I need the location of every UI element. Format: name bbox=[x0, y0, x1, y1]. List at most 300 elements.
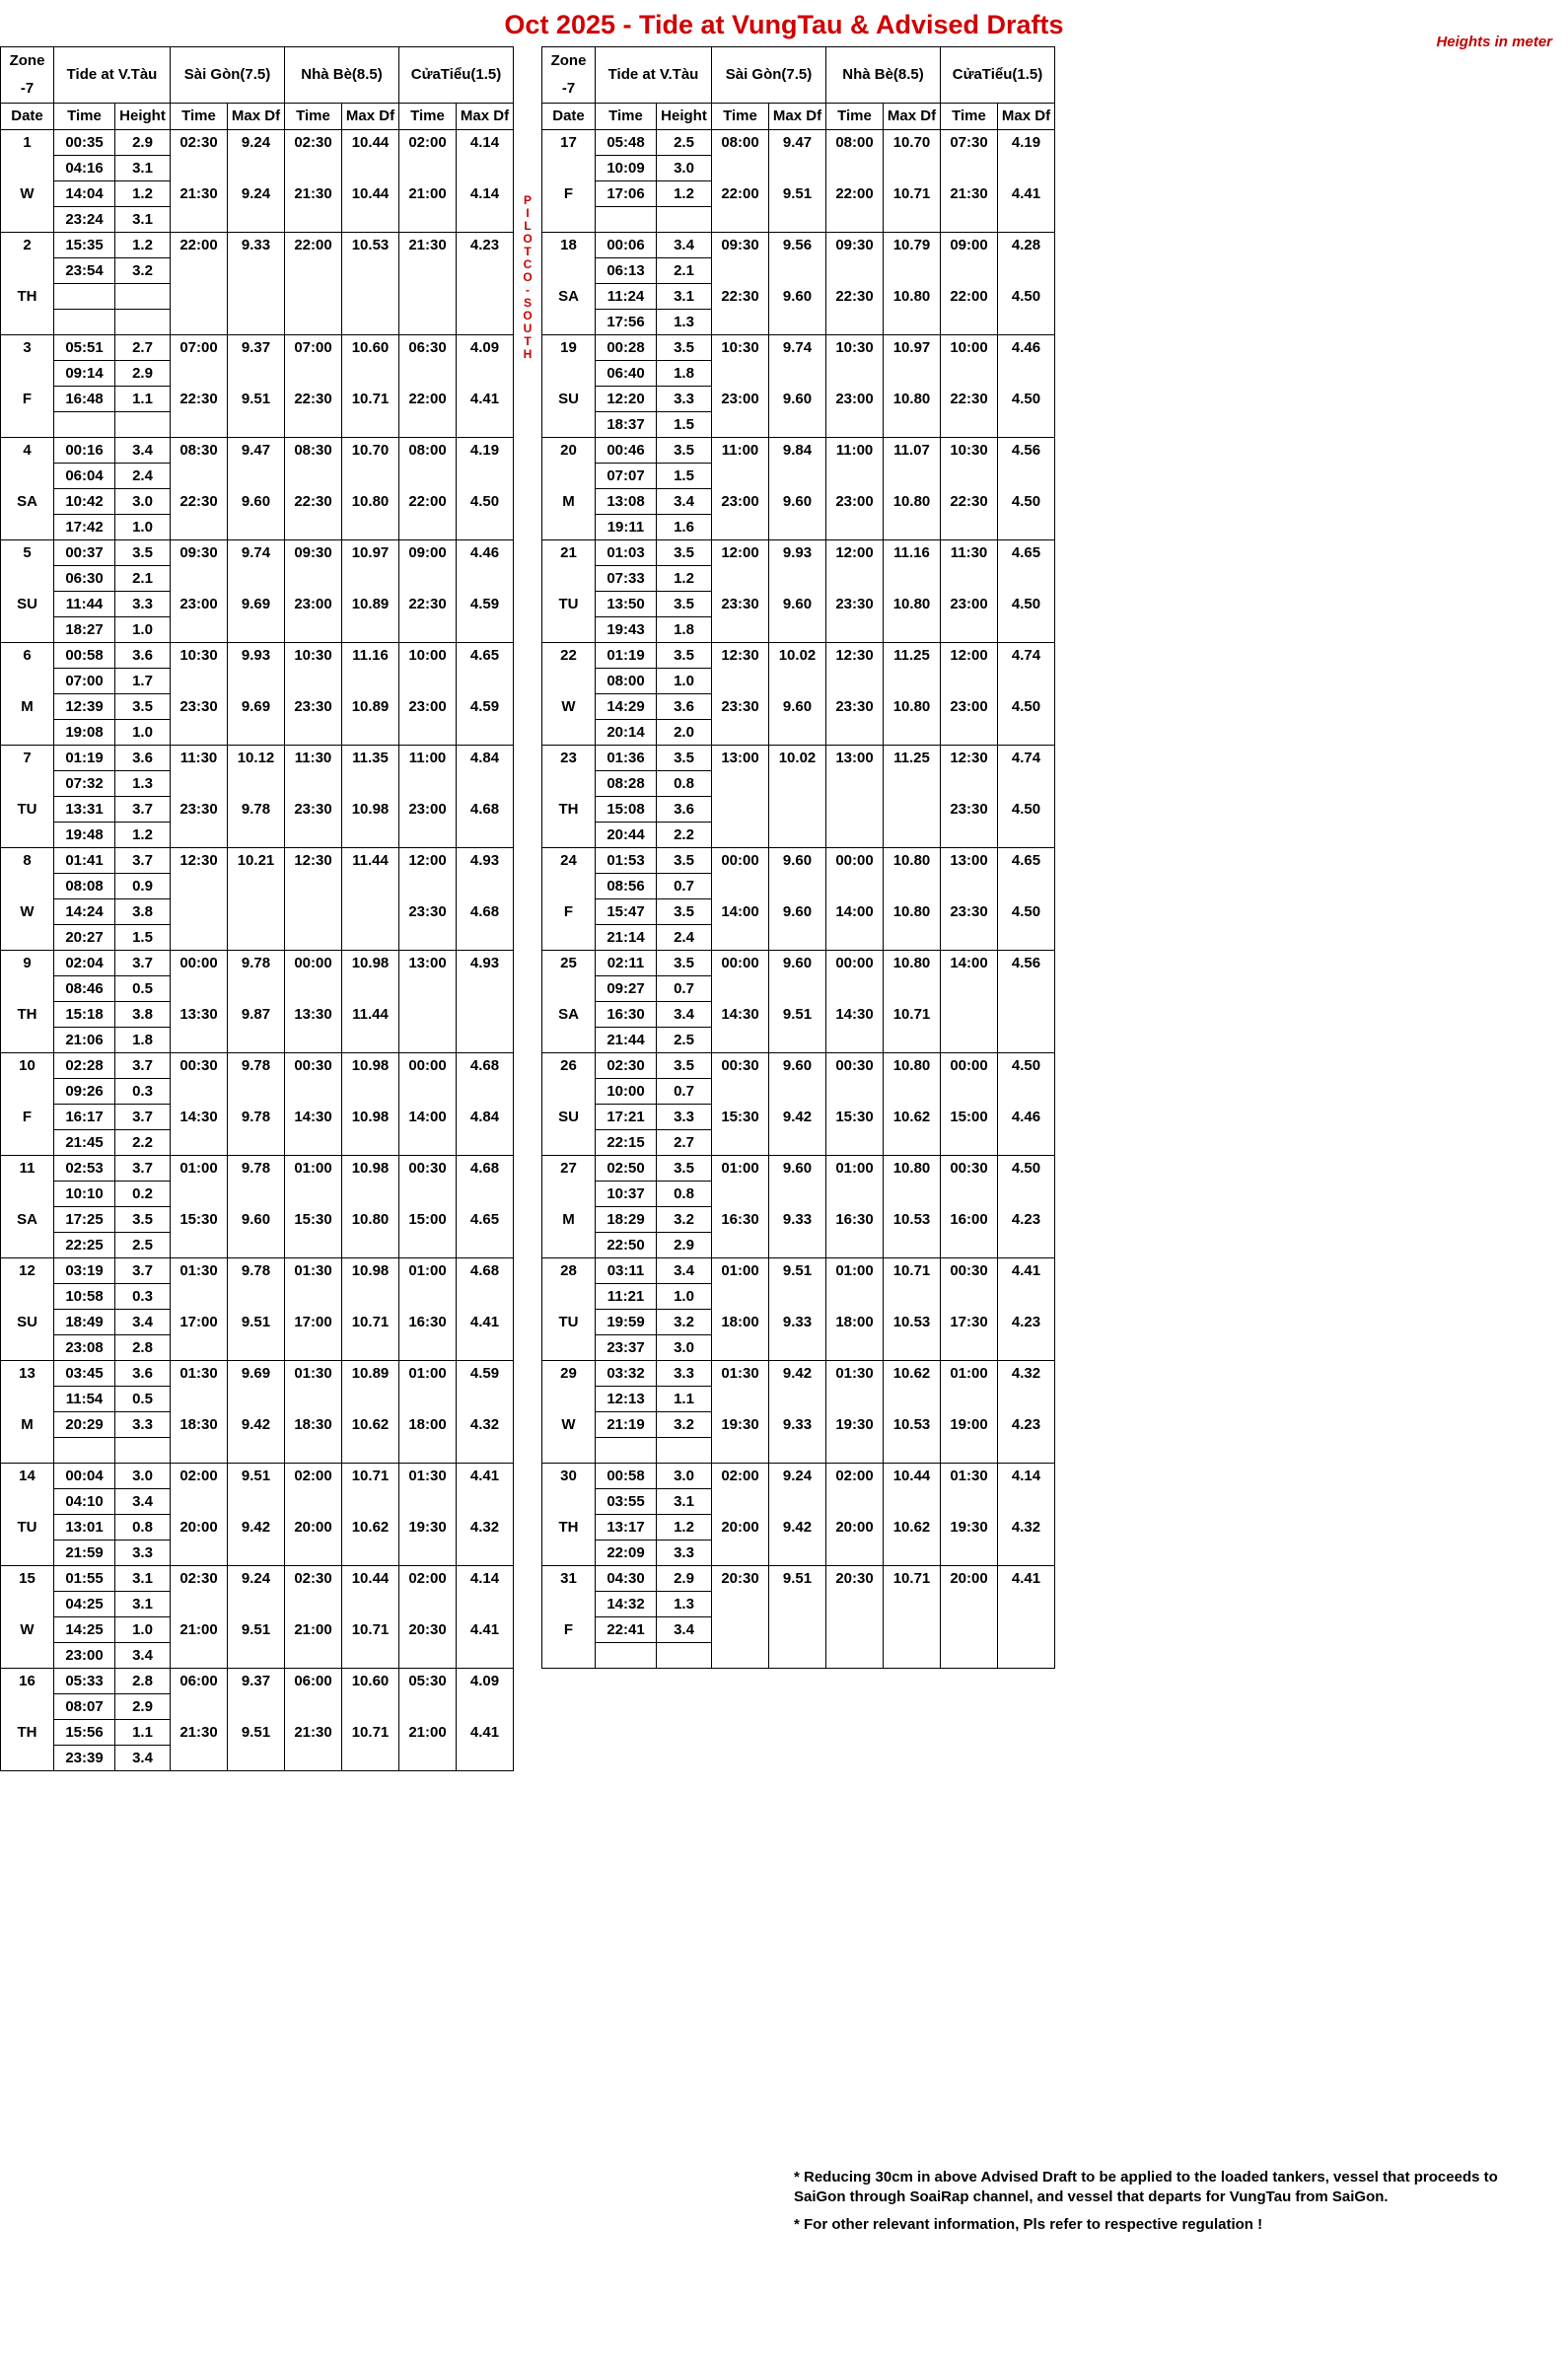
tide-time: 19:48 bbox=[54, 823, 115, 848]
table-row bbox=[542, 1438, 1055, 1464]
cuatieu-time: 00:00 bbox=[941, 1053, 998, 1079]
nhabe-maxdf bbox=[342, 1592, 399, 1617]
nhabe-time bbox=[285, 1284, 342, 1310]
date-cell-empty bbox=[1, 566, 54, 592]
cuatieu-time bbox=[399, 258, 457, 284]
saigon-time bbox=[171, 899, 228, 925]
footnote-2: * For other relevant information, Pls refer to respective regulation ! bbox=[794, 2216, 1263, 2233]
nhabe-maxdf bbox=[884, 1130, 941, 1156]
cuatieu-maxdf: 4.32 bbox=[457, 1412, 514, 1438]
cuatieu-maxdf: 4.23 bbox=[998, 1310, 1055, 1335]
tide-time: 19:11 bbox=[596, 515, 657, 540]
table-row bbox=[542, 797, 1055, 823]
saigon-maxdf: 9.69 bbox=[228, 694, 285, 720]
cuatieu-maxdf bbox=[457, 310, 514, 335]
tide-height: 3.0 bbox=[657, 1464, 712, 1489]
saigon-maxdf: 9.42 bbox=[769, 1361, 826, 1387]
cuatieu-maxdf bbox=[998, 156, 1055, 181]
tide-height: 3.0 bbox=[115, 489, 171, 515]
date-cell-empty bbox=[1, 1182, 54, 1207]
saigon-maxdf bbox=[769, 720, 826, 746]
cuatieu-maxdf: 4.50 bbox=[998, 1053, 1055, 1079]
table-row bbox=[1, 1258, 514, 1284]
tide-time: 20:29 bbox=[54, 1412, 115, 1438]
nhabe-time bbox=[285, 823, 342, 848]
cuatieu-time bbox=[941, 1233, 998, 1258]
saigon-time bbox=[712, 925, 769, 951]
cuatieu-maxdf: 4.56 bbox=[998, 438, 1055, 464]
day-number: 12 bbox=[1, 1258, 54, 1284]
cuatieu-time bbox=[941, 1182, 998, 1207]
cuatieu-maxdf: 4.41 bbox=[998, 1258, 1055, 1284]
saigon-maxdf bbox=[769, 1079, 826, 1105]
nhabe-time: 12:30 bbox=[285, 848, 342, 874]
tide-table-left bbox=[0, 46, 514, 1771]
date-cell-empty bbox=[1, 464, 54, 489]
saigon-time: 23:00 bbox=[171, 592, 228, 617]
cuatieu-time bbox=[941, 1335, 998, 1361]
nhabe-maxdf: 10.53 bbox=[884, 1412, 941, 1438]
saigon-time bbox=[712, 156, 769, 181]
cuatieu-time bbox=[941, 361, 998, 387]
saigon-time: 19:30 bbox=[712, 1412, 769, 1438]
station-header-1: Sài Gòn(7.5) bbox=[171, 47, 285, 104]
cuatieu-maxdf bbox=[998, 1387, 1055, 1412]
cuatieu-time bbox=[941, 1079, 998, 1105]
saigon-time: 08:00 bbox=[712, 130, 769, 156]
nhabe-maxdf: 10.71 bbox=[342, 1464, 399, 1489]
cuatieu-maxdf bbox=[998, 925, 1055, 951]
cuatieu-maxdf bbox=[998, 1284, 1055, 1310]
table-row bbox=[542, 1156, 1055, 1182]
tide-time: 11:24 bbox=[596, 284, 657, 310]
day-of-week: F bbox=[542, 1617, 596, 1643]
nhabe-maxdf: 10.97 bbox=[884, 335, 941, 361]
cuatieu-maxdf bbox=[457, 1130, 514, 1156]
saigon-time bbox=[171, 1028, 228, 1053]
nhabe-maxdf bbox=[884, 1028, 941, 1053]
tide-time: 03:19 bbox=[54, 1258, 115, 1284]
nhabe-time bbox=[285, 1182, 342, 1207]
cuatieu-maxdf: 4.32 bbox=[998, 1361, 1055, 1387]
tide-height: 0.9 bbox=[115, 874, 171, 899]
tide-time: 19:08 bbox=[54, 720, 115, 746]
tide-time: 08:56 bbox=[596, 874, 657, 899]
saigon-maxdf: 9.51 bbox=[228, 1464, 285, 1489]
day-of-week: TH bbox=[1, 284, 54, 310]
nhabe-maxdf: 10.60 bbox=[342, 335, 399, 361]
cuatieu-maxdf: 4.93 bbox=[457, 848, 514, 874]
table-row bbox=[542, 1105, 1055, 1130]
tide-height: 1.2 bbox=[115, 181, 171, 207]
nhabe-time bbox=[285, 1387, 342, 1412]
saigon-maxdf bbox=[769, 797, 826, 823]
table-row bbox=[1, 515, 514, 540]
cuatieu-time: 13:00 bbox=[399, 951, 457, 976]
cuatieu-maxdf: 4.84 bbox=[457, 1105, 514, 1130]
saigon-maxdf bbox=[769, 1617, 826, 1643]
nhabe-maxdf bbox=[884, 976, 941, 1002]
tide-time: 22:09 bbox=[596, 1541, 657, 1566]
saigon-maxdf bbox=[228, 361, 285, 387]
cuatieu-maxdf bbox=[457, 464, 514, 489]
table-row bbox=[1, 1182, 514, 1207]
cuatieu-maxdf bbox=[457, 1438, 514, 1464]
date-cell-empty bbox=[1, 361, 54, 387]
nhabe-maxdf: 10.71 bbox=[342, 1720, 399, 1746]
tide-height: 2.7 bbox=[657, 1130, 712, 1156]
nhabe-maxdf bbox=[342, 1746, 399, 1771]
saigon-maxdf bbox=[228, 258, 285, 284]
tide-time: 01:36 bbox=[596, 746, 657, 771]
day-of-week: SU bbox=[1, 592, 54, 617]
tide-time: 02:30 bbox=[596, 1053, 657, 1079]
saigon-time: 14:30 bbox=[171, 1105, 228, 1130]
table-row bbox=[1, 617, 514, 643]
tide-time: 16:30 bbox=[596, 1002, 657, 1028]
nhabe-maxdf bbox=[342, 617, 399, 643]
tide-time: 20:44 bbox=[596, 823, 657, 848]
day-of-week: F bbox=[542, 181, 596, 207]
saigon-maxdf: 9.60 bbox=[769, 592, 826, 617]
tide-height: 3.7 bbox=[115, 1105, 171, 1130]
nhabe-time: 23:30 bbox=[826, 592, 884, 617]
tide-time: 14:25 bbox=[54, 1617, 115, 1643]
date-cell-empty bbox=[542, 258, 596, 284]
date-cell-empty bbox=[1, 771, 54, 797]
table-row bbox=[542, 925, 1055, 951]
saigon-maxdf: 9.78 bbox=[228, 951, 285, 976]
tide-time: 15:35 bbox=[54, 233, 115, 258]
saigon-time: 00:30 bbox=[171, 1053, 228, 1079]
day-number: 11 bbox=[1, 1156, 54, 1182]
tide-height: 1.1 bbox=[115, 387, 171, 412]
table-row bbox=[542, 720, 1055, 746]
saigon-maxdf bbox=[769, 1438, 826, 1464]
tide-time: 23:37 bbox=[596, 1335, 657, 1361]
nhabe-time bbox=[826, 1079, 884, 1105]
tide-height: 3.6 bbox=[657, 694, 712, 720]
table-row bbox=[1, 1053, 514, 1079]
tide-height: 3.1 bbox=[657, 1489, 712, 1515]
table-row bbox=[1, 1028, 514, 1053]
tide-time: 18:37 bbox=[596, 412, 657, 438]
cuatieu-maxdf: 4.32 bbox=[457, 1515, 514, 1541]
cuatieu-maxdf: 4.65 bbox=[998, 848, 1055, 874]
tide-time: 07:00 bbox=[54, 669, 115, 694]
saigon-time bbox=[712, 976, 769, 1002]
cuatieu-maxdf bbox=[457, 1541, 514, 1566]
nhabe-maxdf bbox=[884, 258, 941, 284]
cuatieu-maxdf: 4.14 bbox=[457, 130, 514, 156]
nhabe-maxdf: 10.44 bbox=[342, 181, 399, 207]
table-row bbox=[1, 669, 514, 694]
tide-height: 3.7 bbox=[115, 797, 171, 823]
tide-height: 3.4 bbox=[115, 1643, 171, 1669]
saigon-maxdf bbox=[228, 1284, 285, 1310]
saigon-time: 00:00 bbox=[712, 951, 769, 976]
saigon-time bbox=[171, 1746, 228, 1771]
cuatieu-maxdf: 4.09 bbox=[457, 1669, 514, 1694]
tide-time: 21:59 bbox=[54, 1541, 115, 1566]
saigon-time bbox=[712, 1284, 769, 1310]
cuatieu-time bbox=[399, 720, 457, 746]
tide-time: 01:53 bbox=[596, 848, 657, 874]
day-of-week: TH bbox=[1, 1002, 54, 1028]
cuatieu-time bbox=[941, 1284, 998, 1310]
cuatieu-time: 10:00 bbox=[941, 335, 998, 361]
day-number: 15 bbox=[1, 1566, 54, 1592]
cuatieu-time bbox=[399, 1028, 457, 1053]
nhabe-maxdf: 11.25 bbox=[884, 643, 941, 669]
table-row bbox=[1, 1720, 514, 1746]
table-row bbox=[542, 489, 1055, 515]
saigon-maxdf bbox=[769, 874, 826, 899]
date-cell-empty bbox=[542, 1284, 596, 1310]
cuatieu-maxdf bbox=[457, 1028, 514, 1053]
saigon-time bbox=[712, 566, 769, 592]
tide-time: 01:19 bbox=[54, 746, 115, 771]
table-row bbox=[1, 310, 514, 335]
saigon-time: 08:30 bbox=[171, 438, 228, 464]
table-row bbox=[542, 412, 1055, 438]
day-of-week: W bbox=[1, 1617, 54, 1643]
table-row bbox=[542, 1053, 1055, 1079]
table-row bbox=[542, 156, 1055, 181]
saigon-time: 07:00 bbox=[171, 335, 228, 361]
tide-height: 2.9 bbox=[115, 130, 171, 156]
saigon-time: 18:30 bbox=[171, 1412, 228, 1438]
day-of-week: SA bbox=[1, 489, 54, 515]
table-row bbox=[1, 489, 514, 515]
saigon-maxdf: 9.33 bbox=[769, 1207, 826, 1233]
nhabe-time bbox=[826, 1335, 884, 1361]
table-row bbox=[1, 1643, 514, 1669]
saigon-time bbox=[171, 207, 228, 233]
date-cell-empty bbox=[542, 361, 596, 387]
nhabe-maxdf bbox=[884, 823, 941, 848]
nhabe-maxdf bbox=[342, 1438, 399, 1464]
saigon-time: 09:30 bbox=[712, 233, 769, 258]
tide-time: 02:28 bbox=[54, 1053, 115, 1079]
saigon-time bbox=[712, 1130, 769, 1156]
nhabe-time bbox=[285, 1335, 342, 1361]
date-cell-empty bbox=[542, 310, 596, 335]
table-row bbox=[1, 1694, 514, 1720]
cuatieu-maxdf bbox=[998, 464, 1055, 489]
tide-height: 3.1 bbox=[657, 284, 712, 310]
table-row bbox=[542, 1079, 1055, 1105]
day-of-week: SA bbox=[542, 1002, 596, 1028]
saigon-maxdf bbox=[228, 1335, 285, 1361]
nhabe-maxdf bbox=[884, 207, 941, 233]
cuatieu-time: 22:30 bbox=[941, 387, 998, 412]
nhabe-maxdf bbox=[884, 1592, 941, 1617]
tide-time: 02:50 bbox=[596, 1156, 657, 1182]
cuatieu-time: 00:00 bbox=[399, 1053, 457, 1079]
tide-time: 00:58 bbox=[596, 1464, 657, 1489]
table-row bbox=[542, 233, 1055, 258]
cuatieu-maxdf bbox=[457, 1694, 514, 1720]
nhabe-time: 09:30 bbox=[826, 233, 884, 258]
nhabe-time: 11:00 bbox=[826, 438, 884, 464]
table-row bbox=[1, 848, 514, 874]
cuatieu-maxdf bbox=[457, 156, 514, 181]
date-cell-empty bbox=[1, 156, 54, 181]
tide-time: 12:13 bbox=[596, 1387, 657, 1412]
tide-height: 1.0 bbox=[115, 1617, 171, 1643]
saigon-maxdf bbox=[769, 1182, 826, 1207]
day-of-week: W bbox=[542, 694, 596, 720]
tide-height: 3.4 bbox=[115, 1746, 171, 1771]
date-cell-empty bbox=[542, 720, 596, 746]
nhabe-maxdf: 10.80 bbox=[884, 1053, 941, 1079]
nhabe-time bbox=[826, 1438, 884, 1464]
saigon-maxdf bbox=[769, 361, 826, 387]
saigon-time: 17:00 bbox=[171, 1310, 228, 1335]
cuatieu-time: 23:30 bbox=[941, 797, 998, 823]
date-cell-empty bbox=[1, 1028, 54, 1053]
tide-height bbox=[657, 1643, 712, 1669]
saigon-maxdf bbox=[228, 1079, 285, 1105]
tide-height: 3.4 bbox=[657, 489, 712, 515]
cuatieu-maxdf bbox=[457, 1182, 514, 1207]
tide-time: 06:04 bbox=[54, 464, 115, 489]
cuatieu-maxdf bbox=[457, 720, 514, 746]
nhabe-maxdf: 10.62 bbox=[342, 1515, 399, 1541]
date-cell-empty bbox=[542, 669, 596, 694]
nhabe-time bbox=[826, 874, 884, 899]
tide-time: 11:44 bbox=[54, 592, 115, 617]
nhabe-maxdf: 11.35 bbox=[342, 746, 399, 771]
saigon-time bbox=[712, 515, 769, 540]
nhabe-time: 01:00 bbox=[285, 1156, 342, 1182]
tide-height: 3.7 bbox=[115, 1053, 171, 1079]
date-cell-empty bbox=[1, 720, 54, 746]
tide-height: 3.3 bbox=[115, 592, 171, 617]
saigon-maxdf bbox=[769, 771, 826, 797]
cuatieu-maxdf bbox=[998, 1182, 1055, 1207]
nhabe-time bbox=[285, 207, 342, 233]
saigon-maxdf bbox=[769, 258, 826, 284]
nhabe-maxdf bbox=[342, 976, 399, 1002]
tide-time: 23:00 bbox=[54, 1643, 115, 1669]
nhabe-time bbox=[285, 464, 342, 489]
nhabe-maxdf bbox=[342, 310, 399, 335]
date-cell-empty bbox=[542, 1489, 596, 1515]
nhabe-time bbox=[826, 720, 884, 746]
cuatieu-time: 00:30 bbox=[399, 1156, 457, 1182]
table-row bbox=[1, 1156, 514, 1182]
tide-time: 21:44 bbox=[596, 1028, 657, 1053]
nhabe-maxdf: 10.80 bbox=[884, 951, 941, 976]
tide-height: 1.8 bbox=[657, 361, 712, 387]
cuatieu-maxdf: 4.50 bbox=[998, 489, 1055, 515]
cuatieu-time bbox=[399, 1182, 457, 1207]
cuatieu-time bbox=[941, 207, 998, 233]
cuatieu-time: 23:30 bbox=[941, 899, 998, 925]
nhabe-maxdf: 10.98 bbox=[342, 1053, 399, 1079]
table-row bbox=[1, 746, 514, 771]
cuatieu-maxdf: 4.59 bbox=[457, 1361, 514, 1387]
nhabe-maxdf bbox=[342, 1694, 399, 1720]
cuatieu-time bbox=[941, 669, 998, 694]
date-cell-empty bbox=[542, 874, 596, 899]
cuatieu-time bbox=[941, 566, 998, 592]
cuatieu-time bbox=[399, 310, 457, 335]
nhabe-maxdf bbox=[342, 515, 399, 540]
nhabe-maxdf bbox=[884, 156, 941, 181]
table-row bbox=[542, 823, 1055, 848]
tide-height: 3.1 bbox=[115, 1566, 171, 1592]
saigon-time: 23:00 bbox=[712, 489, 769, 515]
cuatieu-maxdf: 4.41 bbox=[457, 387, 514, 412]
saigon-maxdf: 9.60 bbox=[769, 1156, 826, 1182]
nhabe-time bbox=[285, 310, 342, 335]
cuatieu-maxdf: 4.46 bbox=[457, 540, 514, 566]
nhabe-time: 18:00 bbox=[826, 1310, 884, 1335]
table-row bbox=[1, 181, 514, 207]
nhabe-time: 01:30 bbox=[285, 1361, 342, 1387]
saigon-maxdf: 9.69 bbox=[228, 592, 285, 617]
day-number: 19 bbox=[542, 335, 596, 361]
cuatieu-maxdf bbox=[457, 1079, 514, 1105]
saigon-time bbox=[712, 1028, 769, 1053]
saigon-time bbox=[171, 412, 228, 438]
station-header-3: CửaTiểu(1.5) bbox=[941, 47, 1055, 104]
cuatieu-maxdf bbox=[998, 566, 1055, 592]
tide-time: 15:56 bbox=[54, 1720, 115, 1746]
saigon-maxdf: 10.02 bbox=[769, 746, 826, 771]
date-cell-empty bbox=[542, 412, 596, 438]
tide-height: 1.0 bbox=[115, 720, 171, 746]
table-row bbox=[542, 1489, 1055, 1515]
column-header-3: Time bbox=[712, 104, 769, 130]
cuatieu-maxdf bbox=[457, 1643, 514, 1669]
tide-height: 3.3 bbox=[657, 1541, 712, 1566]
saigon-time: 15:30 bbox=[712, 1105, 769, 1130]
nhabe-time: 06:00 bbox=[285, 1669, 342, 1694]
cuatieu-maxdf bbox=[998, 207, 1055, 233]
saigon-time: 11:30 bbox=[171, 746, 228, 771]
tide-height: 1.2 bbox=[115, 823, 171, 848]
table-row bbox=[542, 361, 1055, 387]
table-row bbox=[1, 1541, 514, 1566]
tide-height: 3.0 bbox=[657, 1335, 712, 1361]
cuatieu-maxdf bbox=[998, 412, 1055, 438]
date-cell-empty bbox=[542, 464, 596, 489]
column-header-8: Max Df bbox=[998, 104, 1055, 130]
tide-height: 0.3 bbox=[115, 1284, 171, 1310]
saigon-time: 21:00 bbox=[171, 1617, 228, 1643]
saigon-maxdf: 9.60 bbox=[769, 694, 826, 720]
saigon-time: 23:30 bbox=[712, 694, 769, 720]
cuatieu-time bbox=[399, 412, 457, 438]
cuatieu-maxdf: 4.93 bbox=[457, 951, 514, 976]
cuatieu-maxdf: 4.23 bbox=[998, 1207, 1055, 1233]
cuatieu-time bbox=[941, 258, 998, 284]
saigon-maxdf: 9.60 bbox=[769, 951, 826, 976]
table-row bbox=[1, 1464, 514, 1489]
nhabe-time: 00:30 bbox=[285, 1053, 342, 1079]
tide-height: 2.0 bbox=[657, 720, 712, 746]
cuatieu-maxdf: 4.14 bbox=[998, 1464, 1055, 1489]
nhabe-time bbox=[285, 1694, 342, 1720]
table-row bbox=[1, 1335, 514, 1361]
day-of-week: SU bbox=[542, 387, 596, 412]
tide-height: 2.9 bbox=[657, 1566, 712, 1592]
cuatieu-maxdf: 4.65 bbox=[998, 540, 1055, 566]
